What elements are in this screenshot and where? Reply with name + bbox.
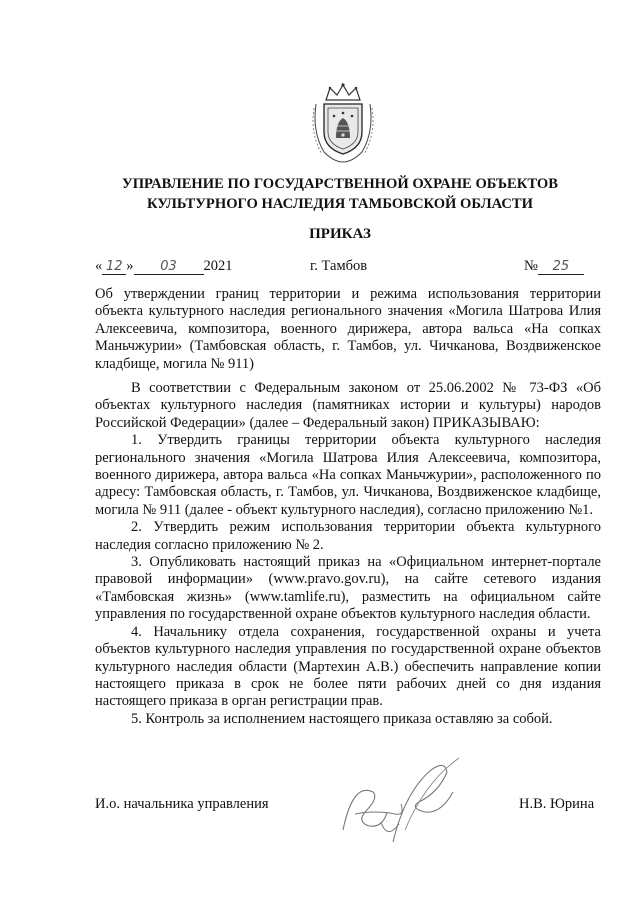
document-type: ПРИКАЗ [309,226,371,242]
signatory-title: И.о. начальника управления [95,796,269,812]
number-prefix: № [524,258,538,274]
order-body [95,380,601,728]
order-subject: Об утверждении границ территории и режима использования территории объекта культурного наследия регионального значения «Могила Шатрова Илия Алексеевича, композитора, военного дирижера, автора вальса «На сопках Маньчжурии» (Тамбовская область, г. Тамбов, ул. Чичканова, Воздвиженское кладбище, могила № 911) [95,286,601,372]
signatory-name: Н.В. Юрина [519,796,595,812]
organization-name [80,174,600,214]
order-item: 2. Утвердить режим использования территории объекта культурного наследия согласно приложению № 2. [95,519,601,553]
date-year: 2021 [203,258,233,274]
number-value: 25 [552,259,570,274]
date-day: 12 [105,259,123,274]
order-number [524,258,584,275]
coat-of-arms-icon [310,82,376,164]
order-city: г. Тамбов [310,258,368,274]
date-close-quote: » [126,258,134,274]
date-open-quote: « [95,258,103,274]
org-line-1: УПРАВЛЕНИЕ ПО ГОСУДАРСТВЕННОЙ ОХРАНЕ ОБЪЕКТОВ [122,176,558,192]
order-item: 1. Утвердить границы территории объекта культурного наследия регионального значения «Могила Шатрова Илия Алексеевича, композитора, военного дирижера, автора вальса «На сопках Маньчжурии», расположенного по адресу: Тамбовская область, г. Тамбов, ул. Чичканова, Воздвиженское кладбище, могила № 911 (далее - объект культурного наследия), согласно приложению №1. [95,432,601,518]
order-date [95,258,233,275]
preamble: В соответствии с Федеральным законом от 25.06.2002 № 73-ФЗ «Об объектах культурного наследия (памятниках истории и культуры) народов Российской Федерации» (далее – Федеральный закон) ПРИКАЗЫВАЮ: [95,380,601,431]
order-item: 3. Опубликовать настоящий приказ на «Официальном интернет-портале правовой информации» (www.pravo.gov.ru), на сайте сетевого издания «Тамбовская жизнь» (www.tamlife.ru), разместить на официальном сайте управления по государственной охране объектов культурного наследия области. [95,554,601,623]
date-month: 03 [160,259,177,274]
order-item: 5. Контроль за исполнением настоящего приказа оставляю за собой. [131,710,553,727]
handwritten-signature [335,752,465,847]
org-line-2: КУЛЬТУРНОГО НАСЛЕДИЯ ТАМБОВСКОЙ ОБЛАСТИ [146,196,534,212]
order-item: 4. Начальнику отдела сохранения, государственной охраны и учета объектов культурного наследия управления по государственной охране объектов культурного наследия области (Мартехин А.В.) обеспечить направление копии настоящего приказа в срок не более пяти рабочих дней со дня издания настоящего приказа в орган регистрации прав. [95,623,601,710]
